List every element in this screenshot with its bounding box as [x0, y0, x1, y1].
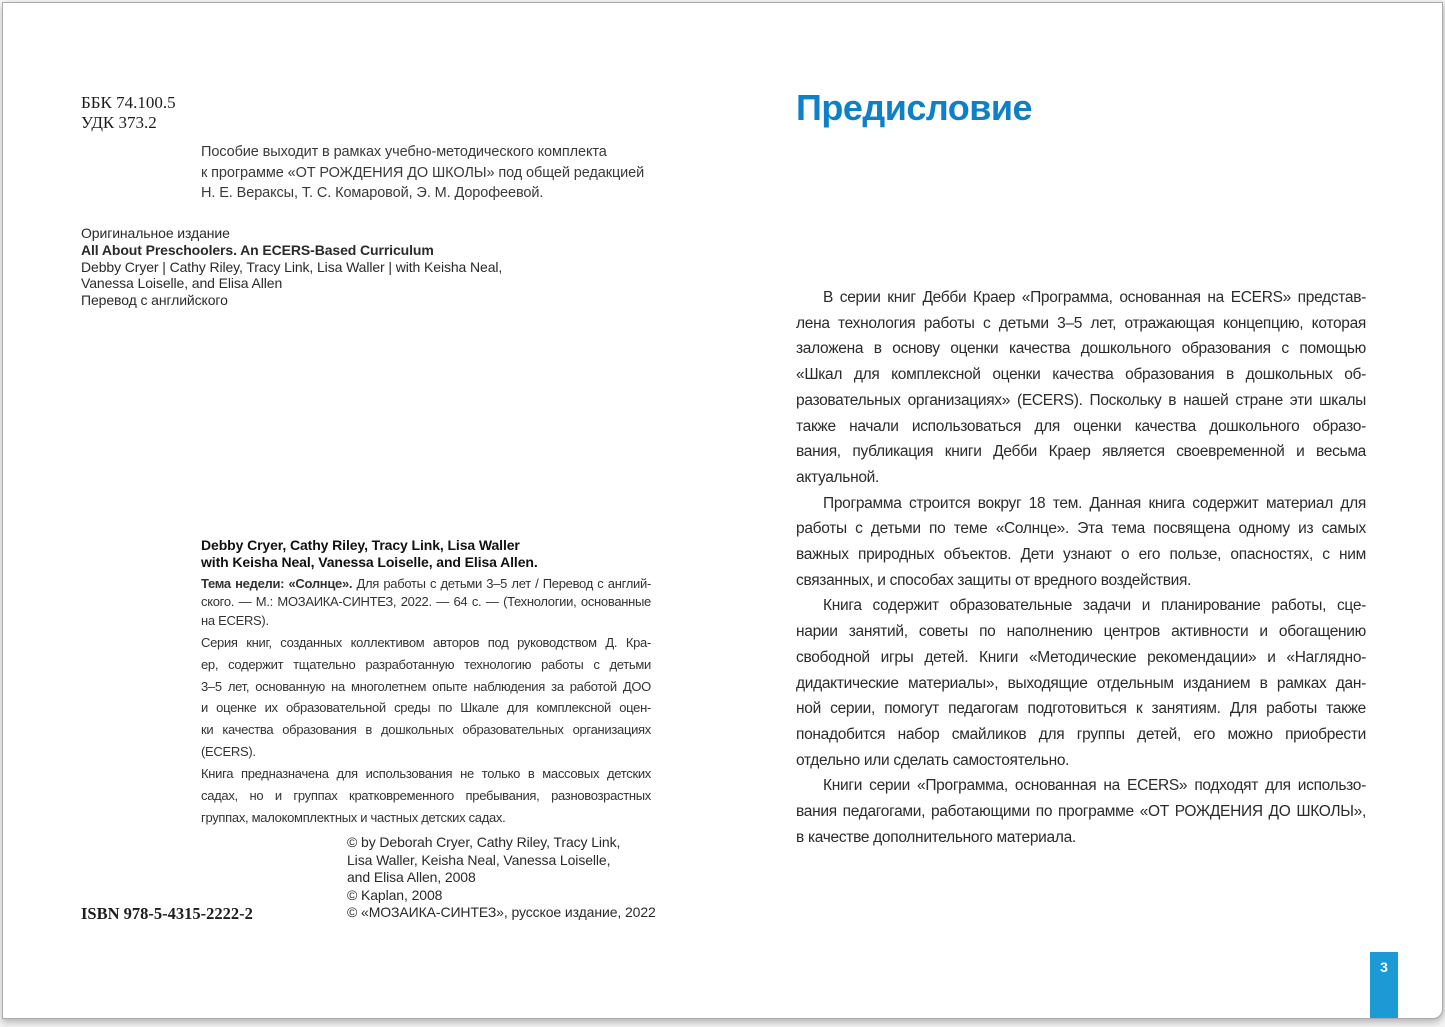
- preface-paragraph-1: В серии книг Дебби Краер «Программа, основанная на ECERS» представ- лена технология работы с детьми 3–5 лет, отражающая концепцию, которая заложена в основу оценки качества дошкольного образования с помощью «Шкал для комплексной оценки качества образования в дошкольных об- разовательных организациях» (ECERS). Поскольку в нашей стране эти шкалы также начали использоваться для оценки качества дошкольного образо- вания, публикация книги Дебби Краер является своевременной и весьма актуальной.: [796, 289, 1366, 486]
- bibliographic-description: [201, 575, 651, 630]
- preface-paragraph-4: Книги серии «Программа, основанная на ECERS» подходят для использо- вания педагогами, работающими по программе «ОТ РОЖДЕНИЯ ДО ШКОЛЫ», в качестве дополнительного материала.: [796, 777, 1366, 846]
- page-number-tab: [1370, 952, 1398, 1018]
- preface-paragraph-2: Программа строится вокруг 18 тем. Данная книга содержит материал для работы с детьми по теме «Солнце». Эта тема посвящена одному из самых важных природных объектов. Дети узнают о его пользе, опасностях, с ним связанных, и способах защиты от вредного воздействия.: [796, 494, 1366, 589]
- original-authors-line1: Debby Cryer | Cathy Riley, Tracy Link, Lisa Waller | with Keisha Neal,: [81, 258, 503, 275]
- bibliographic-authors: Debby Cryer, Cathy Riley, Tracy Link, Lisa Waller with Keisha Neal, Vanessa Loiselle, and Elisa Allen.: [201, 537, 538, 570]
- preface-paragraph-3: Книга содержит образовательные задачи и планирование работы, сце- нарии занятий, советы по наполнению центров активности и обогащению свободной игры детей. Книги «Методические рекомендации» и «Наглядно- дидактические материалы», выходящие отдельным изданием в рамках дан- ной серии, помогут педагогам подготовиться к занятиям. Для работы также понадобится набор смайликов для группы детей, его можно приобрести отдельно или сделать самостоятельно.: [796, 597, 1366, 769]
- translation-note: Перевод с английского: [81, 292, 228, 309]
- bibliographic-description-rest: Для работы с детьми 3–5 лет / Перевод с англий-: [352, 576, 651, 591]
- original-authors-line2: Vanessa Loiselle, and Elisa Allen: [81, 275, 283, 292]
- week-theme-title: Тема недели: «Солнце».: [201, 576, 353, 591]
- bibliographic-description-lines: ского. — М.: МОЗАИКА-СИНТЕЗ, 2022. — 64 с. — (Технологии, основанные на ECERS).: [201, 594, 651, 628]
- original-title: All About Preschoolers. An ECERS-Based Curriculum: [81, 241, 434, 258]
- bbk-udk-codes: ББК 74.100.5 УДК 373.2: [81, 93, 176, 132]
- original-edition-block: [81, 225, 502, 309]
- series-annotation-paragraph: Серия книг, созданных коллективом авторов под руководством Д. Кра- ер, содержит тщательно разработанную технологию работы с детьми 3–5 лет, основанную на многолетнем опыте наблюдения за работой ДОО и оценке их образовательной среды по Шкале для комплексной оцен- ки качества образования в дошкольных образовательных организациях (ECERS).: [201, 635, 651, 759]
- audience-paragraph: Книга предназначена для использования не только в массовых детских садах, но и группах кратковременного пребывания, разновозрастных группах, малокомплектных и частных детских садах.: [201, 766, 651, 825]
- page-number: 3: [1380, 959, 1388, 975]
- isbn: ISBN 978-5-4315-2222-2: [81, 904, 253, 923]
- book-spread-page: [2, 2, 1443, 1019]
- page-title: Предисловие: [796, 87, 1033, 128]
- copyright-block: © by Deborah Cryer, Cathy Riley, Tracy Link, Lisa Waller, Keisha Neal, Vanessa Loiselle, and Elisa Allen, 2008 © Kaplan, 2008 © «МОЗАИКА-СИНТЕЗ», русское издание, 2022: [347, 834, 656, 921]
- original-edition-label: Оригинальное издание: [81, 225, 230, 241]
- preface-body: [796, 285, 1366, 850]
- series-note: Пособие выходит в рамках учебно-методического комплекта к программе «ОТ РОЖДЕНИЯ ДО ШКОЛЫ» под общей редакцией Н. Е. Вераксы, Т. С. Комаровой, Э. М. Дорофеевой.: [201, 144, 645, 202]
